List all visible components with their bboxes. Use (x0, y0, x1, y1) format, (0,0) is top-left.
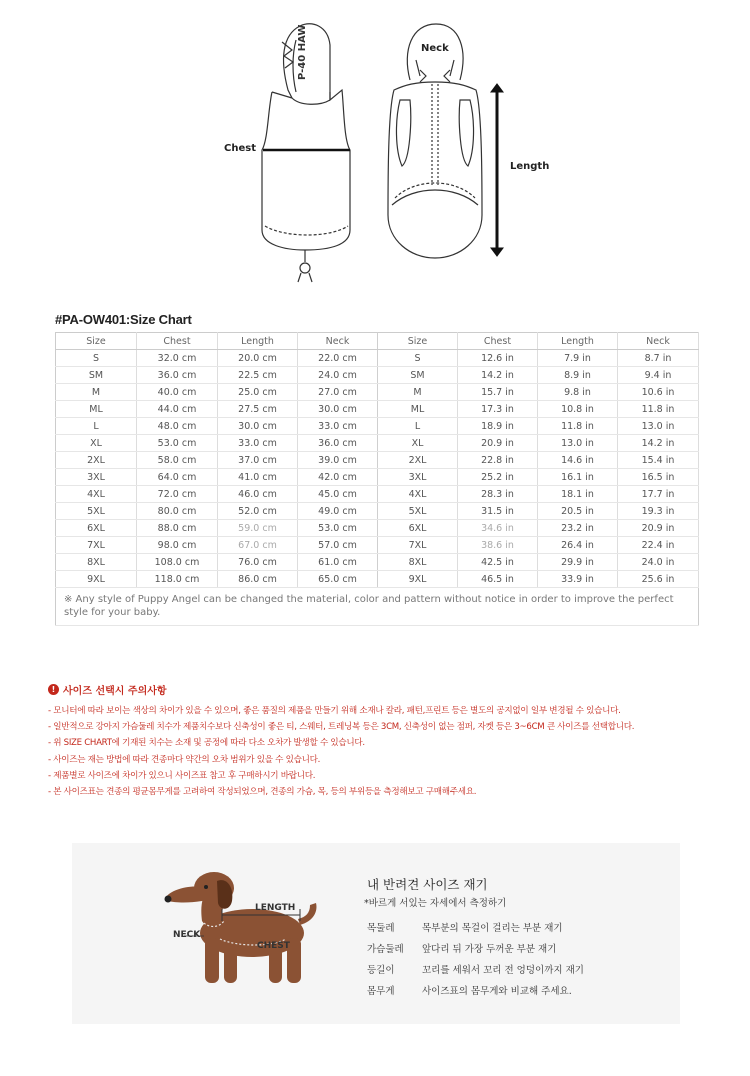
table-cell: 40.0 cm (137, 384, 218, 401)
table-row (56, 435, 699, 452)
table-cell: 10.6 in (618, 384, 699, 401)
table-cell: 3XL (56, 469, 137, 486)
table-cell: 28.3 in (458, 486, 538, 503)
header-chest-cm: Chest (137, 333, 218, 350)
dog-chest-label: CHEST (257, 941, 290, 951)
dog-neck-label: NECK (173, 930, 201, 940)
table-cell: 18.9 in (458, 418, 538, 435)
table-row (56, 503, 699, 520)
caution-title: 사이즈 선택시 주의사항 (63, 686, 167, 697)
table-cell: 27.5 cm (218, 401, 298, 418)
measure-title: 내 반려견 사이즈 재기 (367, 877, 488, 892)
note-row (56, 588, 699, 626)
table-cell: 108.0 cm (137, 554, 218, 571)
table-cell: SM (378, 367, 458, 384)
table-cell: 11.8 in (618, 401, 699, 418)
header-chest-in: Chest (458, 333, 538, 350)
table-cell: 45.0 cm (298, 486, 378, 503)
table-cell: 22.8 in (458, 452, 538, 469)
table-cell: 24.0 cm (298, 367, 378, 384)
table-cell: 13.0 in (538, 435, 618, 452)
table-cell: 38.6 in (458, 537, 538, 554)
table-cell: 9XL (56, 571, 137, 588)
table-cell: 98.0 cm (137, 537, 218, 554)
table-cell: 29.9 in (538, 554, 618, 571)
vest-drawing (0, 0, 750, 300)
neck-label: Neck (421, 43, 449, 54)
measuring-guide (72, 843, 680, 1024)
table-cell: 59.0 cm (218, 520, 298, 537)
measure-subtitle: *바르게 서있는 자세에서 측정하기 (364, 898, 507, 909)
table-cell: 72.0 cm (137, 486, 218, 503)
header-neck-in: Neck (618, 333, 699, 350)
table-cell: 27.0 cm (298, 384, 378, 401)
size-chart-note: ※ Any style of Puppy Angel can be changed the material, color and pattern without notice in order to improve the perfect style for your baby. (56, 588, 699, 626)
table-cell: 25.0 cm (218, 384, 298, 401)
table-cell: 53.0 cm (298, 520, 378, 537)
table-cell: XL (378, 435, 458, 452)
table-cell: 26.4 in (538, 537, 618, 554)
table-cell: 14.2 in (458, 367, 538, 384)
measure-key: 가슴둘레 (367, 944, 404, 955)
table-cell: 4XL (56, 486, 137, 503)
table-cell: 86.0 cm (218, 571, 298, 588)
list-item: - 위 SIZE CHART에 기재된 치수는 소재 및 공정에 따라 다소 오차가 발생할 수 있습니다. (48, 738, 365, 749)
table-cell: 20.5 in (538, 503, 618, 520)
table-cell: 88.0 cm (137, 520, 218, 537)
table-cell: 7.9 in (538, 350, 618, 367)
table-cell: 8.7 in (618, 350, 699, 367)
table-cell: 14.6 in (538, 452, 618, 469)
table-cell: 15.4 in (618, 452, 699, 469)
measure-row-weight (367, 983, 572, 997)
table-cell: 14.2 in (618, 435, 699, 452)
table-header-row (56, 333, 699, 350)
table-cell: 8XL (378, 554, 458, 571)
table-cell: M (56, 384, 137, 401)
table-cell: 64.0 cm (137, 469, 218, 486)
table-cell: 42.0 cm (298, 469, 378, 486)
measure-key: 등길이 (367, 965, 395, 976)
table-row (56, 554, 699, 571)
table-cell: 5XL (378, 503, 458, 520)
chest-label: Chest (224, 143, 256, 154)
table-cell: 30.0 cm (298, 401, 378, 418)
measure-key: 몸무게 (367, 986, 395, 997)
table-cell: 52.0 cm (218, 503, 298, 520)
measure-key: 목둘레 (367, 923, 395, 934)
table-row (56, 384, 699, 401)
measure-desc: 목부분의 목걸이 걸리는 부분 재기 (422, 923, 563, 934)
garment-diagram (0, 0, 750, 300)
dog-illustration (72, 843, 352, 1024)
header-neck-cm: Neck (298, 333, 378, 350)
table-row (56, 367, 699, 384)
table-row (56, 350, 699, 367)
size-chart-body (56, 350, 699, 588)
table-row (56, 469, 699, 486)
table-cell: 33.9 in (538, 571, 618, 588)
table-cell: 58.0 cm (137, 452, 218, 469)
table-cell: XL (56, 435, 137, 452)
table-cell: SM (56, 367, 137, 384)
measure-row-chest (367, 941, 556, 955)
table-cell: 13.0 in (618, 418, 699, 435)
table-cell: 22.5 cm (218, 367, 298, 384)
table-cell: 7XL (56, 537, 137, 554)
table-cell: ML (56, 401, 137, 418)
table-cell: 6XL (56, 520, 137, 537)
table-cell: 16.1 in (538, 469, 618, 486)
size-chart-title: #PA-OW401:Size Chart (55, 312, 192, 327)
table-cell: 8.9 in (538, 367, 618, 384)
table-cell: 9.8 in (538, 384, 618, 401)
table-cell: 33.0 cm (298, 418, 378, 435)
table-row (56, 520, 699, 537)
list-item: - 모니터에 따라 보이는 색상의 차이가 있을 수 있으며, 좋은 품질의 제품을 만들기 위해 소재나 칼라, 패턴,프린트 등은 별도의 공지없이 일부 변경될 수 있습니다. (48, 706, 621, 716)
table-cell: S (56, 350, 137, 367)
table-cell: 25.2 in (458, 469, 538, 486)
table-cell: 31.5 in (458, 503, 538, 520)
measure-desc: 앞다리 뒤 가장 두꺼운 부분 재기 (422, 944, 557, 955)
table-cell: 46.5 in (458, 571, 538, 588)
table-cell: 118.0 cm (137, 571, 218, 588)
table-cell: M (378, 384, 458, 401)
caution-list (48, 703, 728, 800)
warning-icon: ! (48, 684, 59, 695)
table-cell: 18.1 in (538, 486, 618, 503)
table-cell: 53.0 cm (137, 435, 218, 452)
table-cell: 16.5 in (618, 469, 699, 486)
table-cell: 61.0 cm (298, 554, 378, 571)
table-cell: 30.0 cm (218, 418, 298, 435)
table-cell: 76.0 cm (218, 554, 298, 571)
table-cell: S (378, 350, 458, 367)
table-cell: 2XL (378, 452, 458, 469)
hood-print-text: P-40 HAW (297, 24, 308, 80)
table-cell: 20.9 in (458, 435, 538, 452)
table-cell: 44.0 cm (137, 401, 218, 418)
table-cell: 39.0 cm (298, 452, 378, 469)
table-cell: 17.3 in (458, 401, 538, 418)
table-cell: 17.7 in (618, 486, 699, 503)
table-cell: 33.0 cm (218, 435, 298, 452)
table-cell: 12.6 in (458, 350, 538, 367)
table-cell: 42.5 in (458, 554, 538, 571)
table-cell: 20.9 in (618, 520, 699, 537)
header-size-cm: Size (56, 333, 137, 350)
list-item: - 일반적으로 강아지 가슴둘레 치수가 제품치수보다 신축성이 좋은 티, 스웨터, 트레닝복 등은 3CM, 신축성이 없는 점퍼, 자켓 등은 3~6CM 큰 사이즈를 선택합니다. (48, 722, 635, 733)
measure-desc: 꼬리를 세워서 꼬리 전 엉덩이까지 재기 (422, 965, 584, 976)
table-cell: 2XL (56, 452, 137, 469)
table-row (56, 452, 699, 469)
table-row (56, 486, 699, 503)
table-row (56, 418, 699, 435)
table-cell: 11.8 in (538, 418, 618, 435)
table-cell: L (56, 418, 137, 435)
table-cell: 23.2 in (538, 520, 618, 537)
table-cell: 34.6 in (458, 520, 538, 537)
table-cell: 9XL (378, 571, 458, 588)
size-chart-table (55, 332, 699, 626)
table-cell: 67.0 cm (218, 537, 298, 554)
table-cell: 7XL (378, 537, 458, 554)
dog-length-label: LENGTH (255, 903, 296, 913)
table-cell: ML (378, 401, 458, 418)
table-cell: 36.0 cm (298, 435, 378, 452)
list-item: - 제품별로 사이즈에 차이가 있으니 사이즈표 참고 후 구매하시기 바랍니다. (48, 770, 316, 781)
header-size-in: Size (378, 333, 458, 350)
table-cell: 25.6 in (618, 571, 699, 588)
table-cell: 24.0 in (618, 554, 699, 571)
table-cell: 8XL (56, 554, 137, 571)
table-cell: 46.0 cm (218, 486, 298, 503)
table-cell: 57.0 cm (298, 537, 378, 554)
measure-row-length (367, 962, 584, 976)
caution-heading (48, 682, 728, 697)
list-item: - 사이즈는 재는 방법에 따라 견종마다 약간의 오차 범위가 있을 수 있습니다. (48, 754, 321, 765)
measure-desc: 사이즈표의 몸무게와 비교해 주세요. (422, 986, 572, 997)
size-caution-section (48, 682, 728, 800)
table-cell: 3XL (378, 469, 458, 486)
table-cell: 36.0 cm (137, 367, 218, 384)
table-cell: 41.0 cm (218, 469, 298, 486)
table-cell: 80.0 cm (137, 503, 218, 520)
table-cell: L (378, 418, 458, 435)
table-cell: 48.0 cm (137, 418, 218, 435)
table-row (56, 537, 699, 554)
length-label: Length (510, 161, 550, 172)
table-cell: 6XL (378, 520, 458, 537)
table-row (56, 571, 699, 588)
table-cell: 20.0 cm (218, 350, 298, 367)
header-length-cm: Length (218, 333, 298, 350)
table-cell: 32.0 cm (137, 350, 218, 367)
table-cell: 49.0 cm (298, 503, 378, 520)
header-length-in: Length (538, 333, 618, 350)
table-cell: 22.0 cm (298, 350, 378, 367)
measure-row-neck (367, 920, 563, 934)
list-item: - 본 사이즈표는 견종의 평균몸무게를 고려하여 작성되었으며, 견종의 가슴, 목, 등의 부위등을 측정해보고 구매해주세요. (48, 787, 477, 798)
table-cell: 10.8 in (538, 401, 618, 418)
table-cell: 37.0 cm (218, 452, 298, 469)
table-row (56, 401, 699, 418)
table-cell: 22.4 in (618, 537, 699, 554)
table-cell: 15.7 in (458, 384, 538, 401)
table-cell: 9.4 in (618, 367, 699, 384)
table-cell: 4XL (378, 486, 458, 503)
table-cell: 19.3 in (618, 503, 699, 520)
table-cell: 65.0 cm (298, 571, 378, 588)
table-cell: 5XL (56, 503, 137, 520)
